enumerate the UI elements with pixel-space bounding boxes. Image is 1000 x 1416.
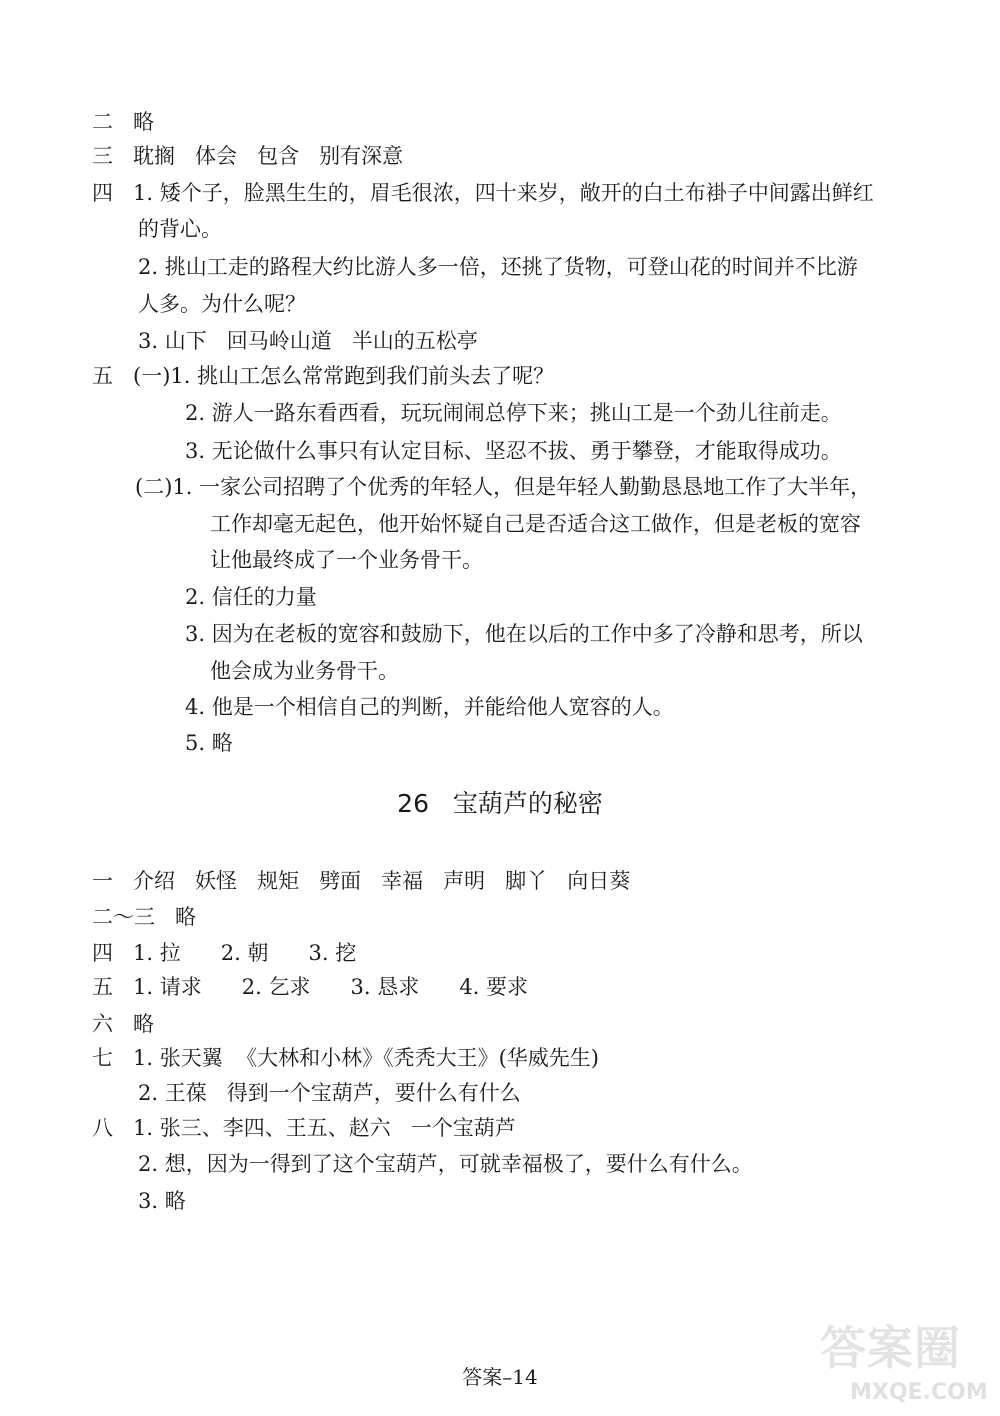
answer-line: 2. 信任的力量 [185, 585, 317, 609]
answer-line: 2. 游人一路东看西看，玩玩闹闹总停下来；挑山工是一个劲儿往前走。 [185, 401, 842, 425]
answer-line: 他会成为业务骨干。 [210, 659, 399, 683]
answer-line: 五 1. 请求 2. 乞求 3. 恳求 4. 要求 [92, 975, 529, 999]
answer-line: 七 1. 张天翼 《大林和小林》《秃秃大王》(华威先生) [92, 1046, 599, 1070]
answer-line: 二 略 [92, 110, 155, 134]
answer-line: 六 略 [92, 1012, 155, 1036]
answer-line: 2. 挑山工走的路程大约比游人多一倍，还挑了货物，可登山花的时间并不比游 [138, 255, 858, 279]
answer-line: 一 介绍 妖怪 规矩 劈面 幸福 声明 脚丫 向日葵 [92, 869, 631, 893]
answer-line: 3. 因为在老板的宽容和鼓励下，他在以后的工作中多了冷静和思考，所以 [185, 622, 863, 646]
answer-line: 5. 略 [185, 731, 233, 755]
answer-line: 工作却毫无起色，他开始怀疑自己是否适合这工做作，但是老板的宽容 [210, 512, 861, 536]
answer-line: 二～三 略 [92, 905, 197, 929]
lesson-title: 26 宝葫芦的秘密 [397, 789, 603, 818]
answer-line: 3. 无论做什么事只有认定目标、坚忍不拔、勇于攀登，才能取得成功。 [185, 439, 842, 463]
answer-line: 2. 想，因为一得到了这个宝葫芦，可就幸福极了，要什么有什么。 [138, 1152, 753, 1176]
answer-line: 4. 他是一个相信自己的判断，并能给他人宽容的人。 [185, 695, 674, 719]
answer-line: 四 1. 拉 2. 朝 3. 挖 [92, 941, 357, 965]
answer-line: 三 耽搁 体会 包含 别有深意 [92, 144, 404, 168]
answer-line: 的背心。 [138, 217, 222, 241]
watermark-url: MXQE.COM [850, 1380, 988, 1405]
answer-line: 四 1. 矮个子，脸黑生生的，眉毛很浓，四十来岁，敞开的白土布褂子中间露出鲜红 [92, 181, 874, 205]
answer-line: 3. 略 [138, 1189, 186, 1213]
answer-line: 让他最终成了一个业务骨干。 [210, 548, 483, 572]
watermark [820, 1318, 990, 1410]
answer-line: 八 1. 张三、李四、王五、赵六 一个宝葫芦 [92, 1116, 516, 1140]
page-number: 答案–14 [462, 1365, 538, 1389]
answer-line: 3. 山下 回马岭山道 半山的五松亭 [138, 329, 478, 353]
answer-line: 人多。为什么呢？ [138, 292, 306, 316]
answer-line: 五 (一)1. 挑山工怎么常常跑到我们前头去了呢？ [92, 364, 555, 388]
watermark-logo: 答案圈 [820, 1321, 961, 1375]
answer-line: 2. 王葆 得到一个宝葫芦，要什么有什么 [138, 1081, 521, 1105]
answer-line: (二)1. 一家公司招聘了个优秀的年轻人，但是年轻人勤勤恳恳地工作了大半年， [135, 475, 872, 499]
